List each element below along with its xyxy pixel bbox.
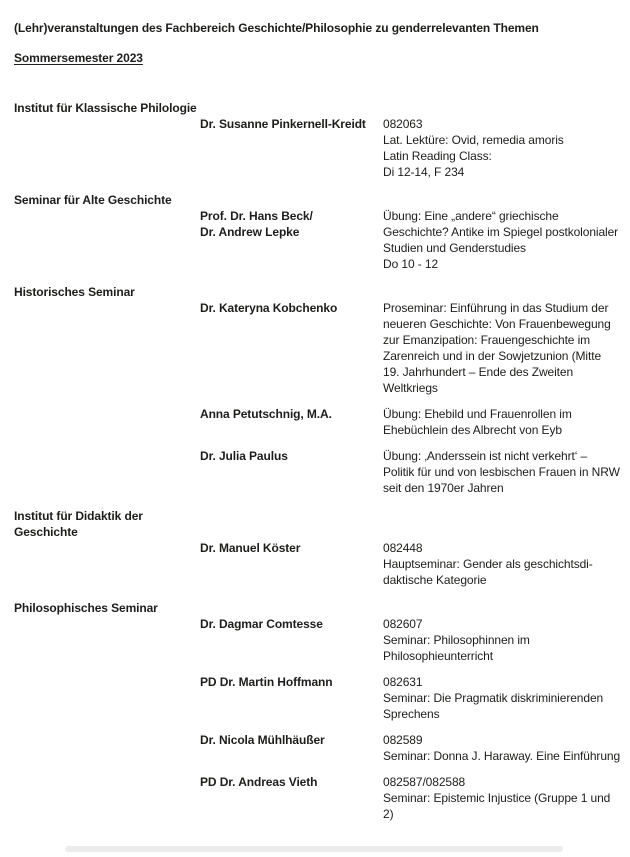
section-entries (14, 208, 620, 272)
institution-line: Historisches Seminar (14, 285, 135, 299)
entry-row (14, 732, 620, 764)
course-line: 082607 (383, 617, 423, 631)
course-line: Ehebüchlein des Albrecht von Eyb (383, 423, 562, 437)
course-line: Di 12-14, F 234 (383, 165, 465, 179)
entry-row (14, 208, 620, 272)
course-section (14, 100, 620, 180)
entry-row (14, 406, 620, 438)
institution-name (14, 600, 199, 616)
course-line: 19. Jahrhundert – Ende des Zweiten (383, 365, 574, 379)
person-line: Dr. Dagmar Comtesse (200, 617, 323, 631)
institution-line: Geschichte (14, 525, 78, 539)
course-section (14, 284, 620, 496)
course-section (14, 192, 620, 272)
course-line: neueren Geschichte: Von Frauenbewegung (383, 317, 611, 331)
course-line: Sprechens (383, 707, 440, 721)
entry-row (14, 774, 620, 822)
course-line: daktische Kategorie (383, 573, 487, 587)
person-column (200, 732, 383, 748)
institution-name (14, 284, 199, 300)
entry-row (14, 540, 620, 588)
course-line: Proseminar: Einführung in das Studium der (383, 301, 609, 315)
course-line: Philosophieunterricht (383, 649, 493, 663)
course-line: 082448 (383, 541, 423, 555)
person-column (200, 300, 383, 316)
person-line: Prof. Dr. Hans Beck/ (200, 209, 313, 223)
person-line: Dr. Nicola Mühlhäußer (200, 733, 325, 747)
person-column (200, 774, 383, 790)
person-column (200, 616, 383, 632)
person-line: Dr. Andrew Lepke (200, 225, 300, 239)
entry-row (14, 300, 620, 396)
course-line: Geschichte? Antike im Spiegel postkolonialer (383, 225, 619, 239)
course-column (383, 406, 626, 438)
section-entries (14, 300, 620, 496)
person-column (200, 674, 383, 690)
person-line: Dr. Susanne Pinkernell-Kreidt (200, 117, 366, 131)
entry-row (14, 674, 620, 722)
course-column (383, 674, 626, 722)
section-entries (14, 540, 620, 588)
course-line: 082589 (383, 733, 423, 747)
section-entries (14, 616, 620, 822)
semester-subtitle: Sommersemester 2023 (14, 51, 143, 65)
course-line: Übung: Eine „andere“ griechische (383, 209, 559, 223)
section-entries (14, 116, 620, 180)
course-line: seit den 1970er Jahren (383, 481, 504, 495)
course-column (383, 300, 626, 396)
institution-name (14, 508, 199, 540)
institution-line: Philosophisches Seminar (14, 601, 158, 615)
course-column (383, 208, 626, 272)
course-line: Lat. Lektüre: Ovid, remedia amoris (383, 133, 564, 147)
course-line: 082631 (383, 675, 423, 689)
person-line: PD Dr. Andreas Vieth (200, 775, 318, 789)
entry-row (14, 116, 620, 180)
person-column (200, 116, 383, 132)
institution-name (14, 192, 199, 208)
institution-line: Seminar für Alte Geschichte (14, 193, 172, 207)
institution-name (14, 100, 199, 116)
course-column (383, 616, 626, 664)
course-line: Seminar: Donna J. Haraway. Eine Einführung (383, 749, 621, 763)
person-line: Dr. Julia Paulus (200, 449, 288, 463)
course-line: Latin Reading Class: (383, 149, 492, 163)
course-column (383, 116, 626, 180)
course-line: Zarenreich und in der Sowjetzunion (Mitte (383, 349, 602, 363)
course-line: Seminar: Die Pragmatik diskriminierenden (383, 691, 604, 705)
course-line: Studien und Genderstudies (383, 241, 526, 255)
course-line: 2) (383, 807, 394, 821)
person-line: Dr. Manuel Köster (200, 541, 301, 555)
course-line: zur Emanzipation: Frauengeschichte im (383, 333, 591, 347)
course-section (14, 508, 620, 588)
entry-row (14, 616, 620, 664)
course-column (383, 540, 626, 588)
course-list (14, 100, 620, 822)
person-line: PD Dr. Martin Hoffmann (200, 675, 333, 689)
page-title: (Lehr)veranstaltungen des Fachbereich Geschichte/Philosophie zu genderrelevanten Themen (14, 21, 539, 35)
course-line: Weltkriegs (383, 381, 438, 395)
person-column (200, 448, 383, 464)
course-column (383, 448, 626, 496)
person-line: Dr. Kateryna Kobchenko (200, 301, 338, 315)
course-line: Seminar: Epistemic Injustice (Gruppe 1 und (383, 791, 611, 805)
person-column (200, 208, 383, 240)
course-column (383, 774, 626, 822)
entry-row (14, 448, 620, 496)
course-section (14, 600, 620, 822)
course-line: 082063 (383, 117, 423, 131)
person-column (200, 540, 383, 556)
course-line: Übung: ‚Anderssein ist nicht verkehrt‘ – (383, 449, 588, 463)
course-column (383, 732, 626, 764)
course-line: Übung: Ehebild und Frauenrollen im (383, 407, 572, 421)
institution-line: Institut für Klassische Philologie (14, 101, 197, 115)
horizontal-scrollbar-thumb[interactable] (65, 846, 563, 852)
course-line: Hauptseminar: Gender als geschichtsdi- (383, 557, 593, 571)
course-line: 082587/082588 (383, 775, 466, 789)
course-line: Politik für und von lesbischen Frauen in NRW (383, 465, 620, 479)
course-line: Do 10 - 12 (383, 257, 439, 271)
person-line: Anna Petutschnig, M.A. (200, 407, 332, 421)
institution-line: Institut für Didaktik der (14, 509, 143, 523)
course-line: Seminar: Philosophinnen im (383, 633, 530, 647)
person-column (200, 406, 383, 422)
